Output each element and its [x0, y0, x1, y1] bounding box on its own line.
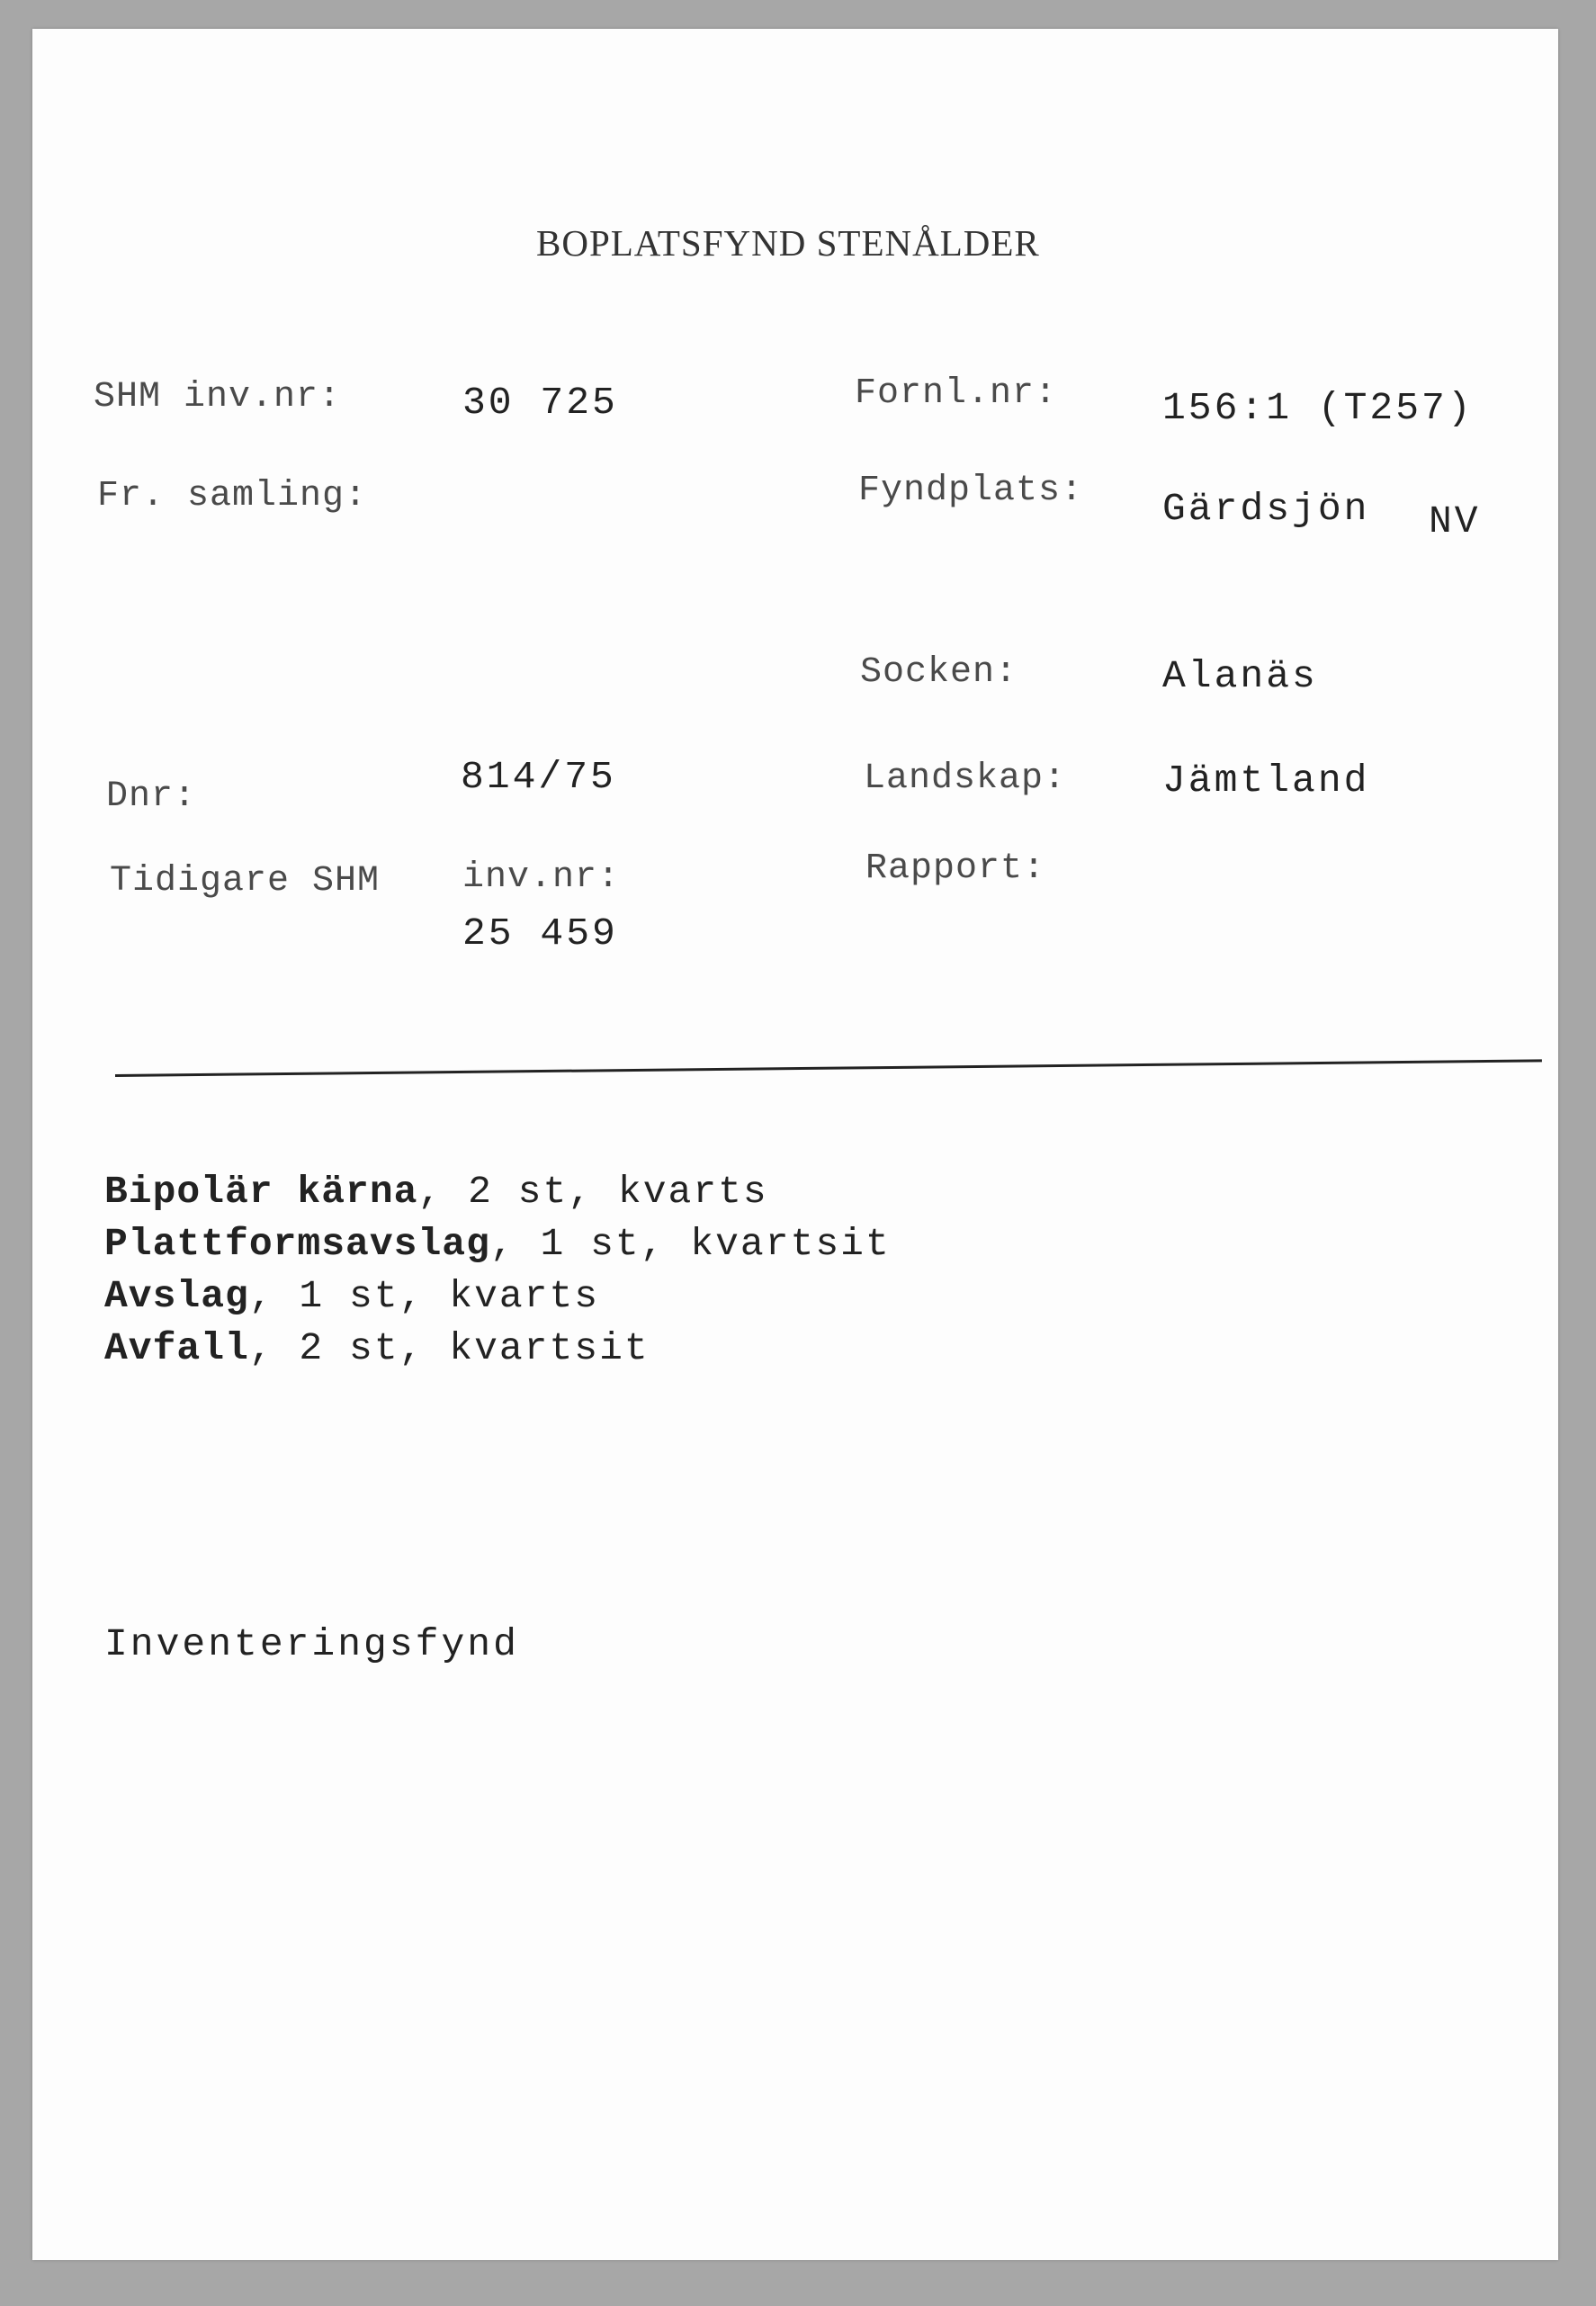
socken-label: Socken: [860, 652, 1018, 693]
fornl-value: 156:1 (T257) [1162, 386, 1474, 430]
fyndplats-value: Gärdsjön [1162, 487, 1370, 531]
find-row [104, 1218, 891, 1270]
find-name: Bipolär kärna [104, 1170, 418, 1214]
dnr-value: 814/75 [461, 755, 616, 799]
fornl-label: Fornl.nr: [855, 373, 1058, 414]
find-details: , 2 st, kvarts [417, 1170, 768, 1214]
find-details: , 1 st, kvartsit [489, 1222, 891, 1266]
catalog-card [32, 29, 1558, 2260]
fr-samling-label: Fr. samling: [97, 476, 368, 516]
socken-value: Alanäs [1162, 654, 1318, 698]
landskap-label: Landskap: [864, 758, 1067, 799]
fyndplats-label: Fyndplats: [858, 471, 1084, 511]
find-name: Plattformsavslag [104, 1222, 490, 1266]
divider-line [115, 1059, 1542, 1077]
note-text: Inventeringsfynd [104, 1622, 519, 1666]
shm-inv-label: SHM inv.nr: [94, 377, 342, 417]
find-name: Avslag [104, 1274, 249, 1318]
tidigare-inv-label: inv.nr: [462, 857, 621, 898]
shm-inv-value: 30 725 [462, 381, 618, 425]
find-row [104, 1270, 891, 1323]
landskap-value: Jämtland [1162, 758, 1370, 803]
fyndplats-suffix: NV [1429, 499, 1481, 543]
tidigare-inv-value: 25 459 [462, 911, 618, 956]
tidigare-shm-label: Tidigare SHM [110, 861, 381, 902]
card-title: BOPLATSFYND STENÅLDER [536, 222, 1040, 264]
find-name: Avfall [104, 1326, 249, 1370]
finds-list [104, 1166, 891, 1375]
find-row [104, 1323, 891, 1375]
dnr-label: Dnr: [106, 776, 197, 817]
rapport-label: Rapport: [865, 848, 1046, 889]
find-details: , 1 st, kvarts [248, 1274, 600, 1318]
find-details: , 2 st, kvartsit [248, 1326, 650, 1370]
find-row [104, 1166, 891, 1218]
